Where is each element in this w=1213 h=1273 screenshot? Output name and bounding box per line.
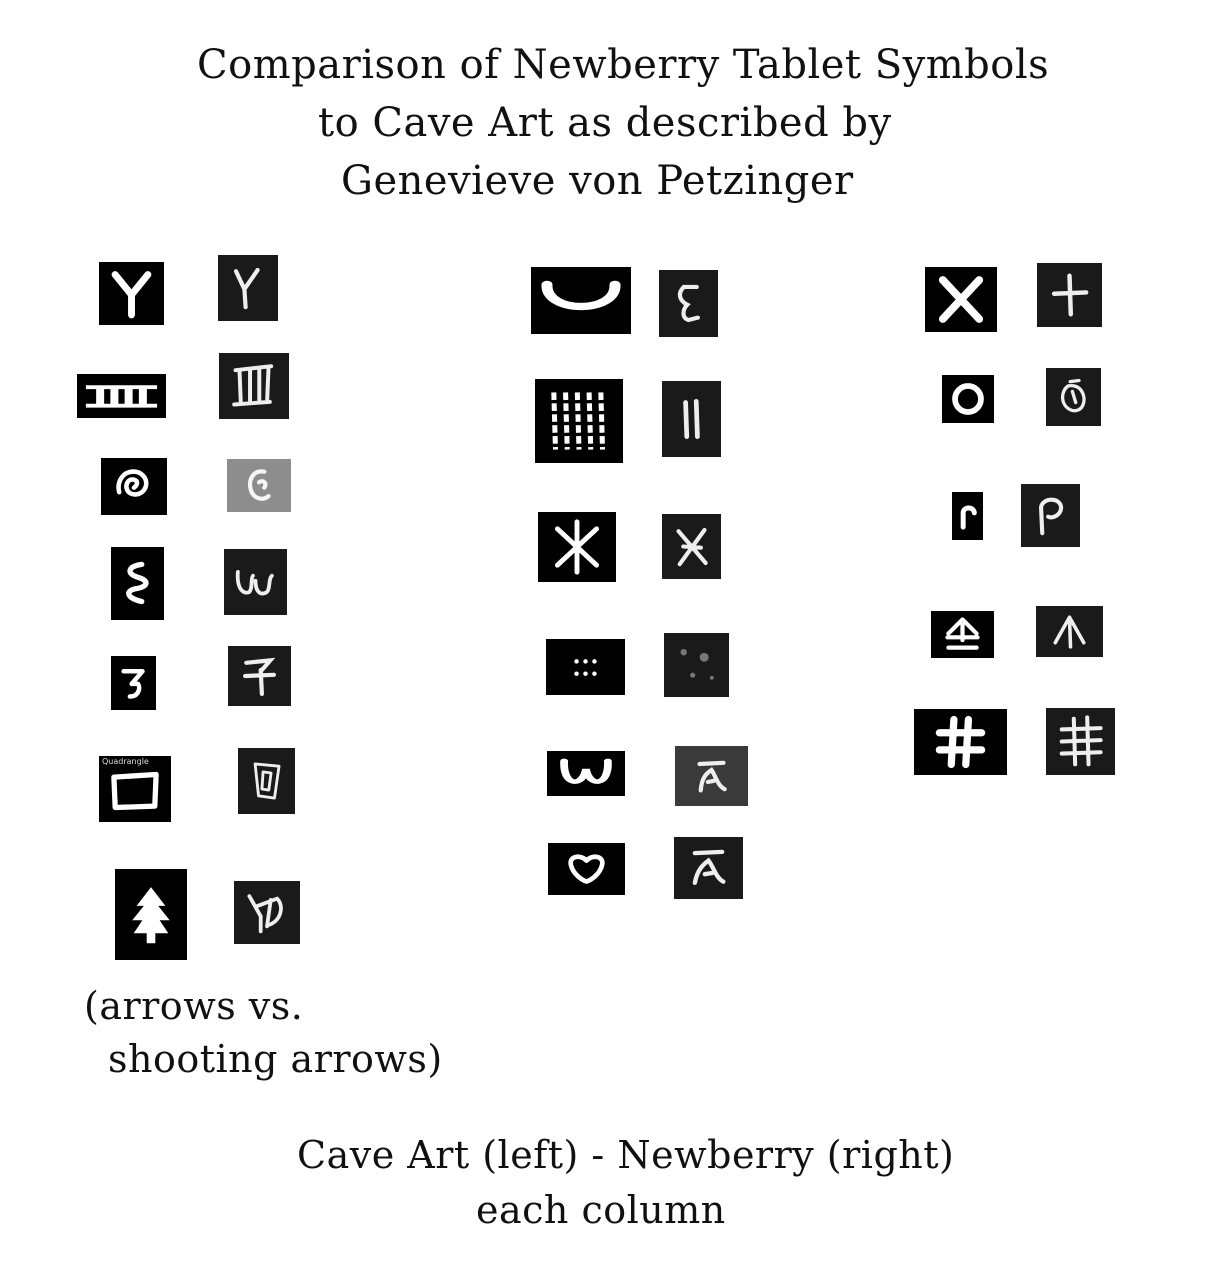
title-line-1: Comparison of Newberry Tablet Symbols xyxy=(197,42,1050,88)
newberry-y-like-mark xyxy=(218,255,278,321)
cave-art-x-sign xyxy=(925,267,997,332)
cave-art-ladder-sign xyxy=(77,374,166,418)
newberry-circle-like-mark xyxy=(1046,368,1101,426)
cave-art-spiral-sign xyxy=(101,458,167,515)
cave-art-hooked-line-sign xyxy=(952,492,983,540)
cave-art-quadrangle-sign xyxy=(99,756,171,822)
title-line-3: Genevieve von Petzinger xyxy=(341,158,854,204)
newberry-grid-like-mark xyxy=(1046,708,1115,775)
newberry-quadrangle-like-mark xyxy=(238,748,295,814)
footer-line-1: Cave Art (left) - Newberry (right) xyxy=(297,1133,955,1177)
newberry-p-like-mark xyxy=(1021,484,1080,547)
newberry-shooting-arrow-mark xyxy=(234,881,300,944)
newberry-w-like-mark xyxy=(675,746,748,806)
cave-art-open-curve-sign xyxy=(531,267,631,334)
newberry-double-line-mark xyxy=(662,381,721,457)
quadrangle-label: Quadrangle xyxy=(102,757,149,766)
cave-art-hook-sign xyxy=(111,656,156,710)
newberry-c-like-mark xyxy=(227,459,291,512)
cave-art-dot-series-sign xyxy=(546,639,625,695)
newberry-crossed-mark xyxy=(662,514,721,579)
cave-art-asterisk-sign xyxy=(538,512,616,582)
newberry-arrowhead-mark xyxy=(1036,606,1103,657)
cave-art-tectiform-sign xyxy=(931,611,994,658)
newberry-w-like-mark-2 xyxy=(674,837,743,899)
cave-art-y-sign xyxy=(99,262,164,325)
newberry-hook-like-mark xyxy=(228,646,291,706)
cave-art-grid-sign xyxy=(914,709,1007,775)
newberry-weathered-mark xyxy=(664,633,729,697)
newberry-curve-like-mark xyxy=(659,270,718,337)
newberry-wavy-mark xyxy=(224,549,287,615)
newberry-cross-mark xyxy=(1037,263,1102,327)
cave-art-circle-sign xyxy=(942,375,994,423)
cave-art-serpentiform-sign xyxy=(111,547,164,620)
cave-art-w-sign xyxy=(547,751,625,796)
cave-art-heart-sign xyxy=(548,843,625,895)
note-line-2: shooting arrows) xyxy=(108,1037,443,1081)
title-line-2: to Cave Art as described by xyxy=(318,100,892,146)
note-line-1: (arrows vs. xyxy=(84,984,304,1028)
cave-art-arrow-sign xyxy=(115,869,187,960)
newberry-ladder-like-mark xyxy=(219,353,289,419)
cave-art-line-series-sign xyxy=(535,379,623,463)
footer-line-2: each column xyxy=(476,1188,726,1232)
